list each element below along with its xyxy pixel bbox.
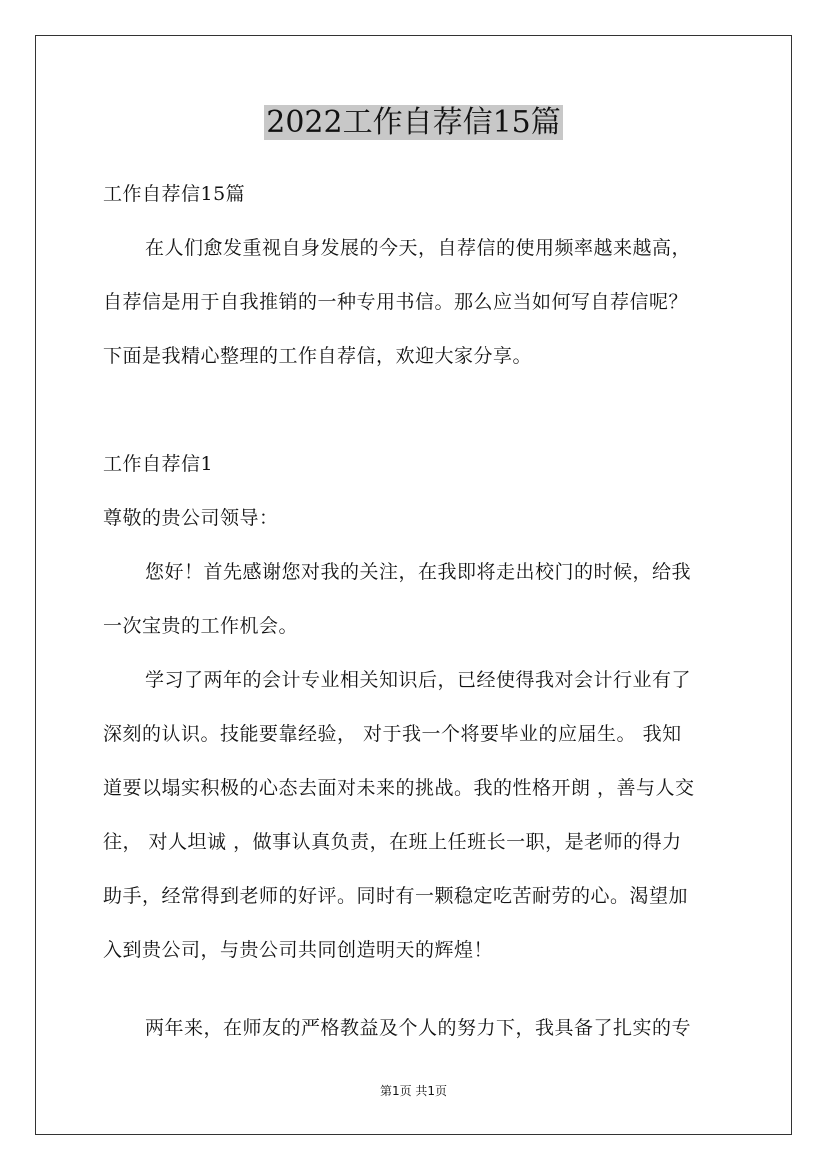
intro-paragraph-line-3: 下面是我精心整理的工作自荐信，欢迎大家分享。 xyxy=(103,345,533,367)
body-paragraph-2-line-5: 助手，经常得到老师的好评。同时有一颗稳定吃苦耐劳的心。渴望加 xyxy=(103,885,689,907)
body-paragraph-1-line-2: 一次宝贵的工作机会。 xyxy=(103,615,299,637)
intro-paragraph-line-1: 在人们愈发重视自身发展的今天，自荐信的使用频率越来越高， xyxy=(145,237,692,259)
body-paragraph-2-line-6: 入到贵公司，与贵公司共同创造明天的辉煌！ xyxy=(103,939,494,961)
body-paragraph-2-line-2: 深刻的认识。技能要靠经验， 对于我一个将要毕业的应届生。 我知 xyxy=(103,723,682,745)
body-paragraph-1-line-1: 您好！首先感谢您对我的关注，在我即将走出校门的时候，给我 xyxy=(145,561,692,583)
section-heading: 工作自荐信1 xyxy=(103,453,214,475)
body-paragraph-2-line-4: 往， 对人坦诚 ，做事认真负责，在班上任班长一职，是老师的得力 xyxy=(103,831,682,853)
body-paragraph-2-line-1: 学习了两年的会计专业相关知识后，已经使得我对会计行业有了 xyxy=(145,669,692,691)
subtitle-line: 工作自荐信15篇 xyxy=(103,183,246,205)
body-paragraph-2-line-3: 道要以塌实积极的心态去面对未来的挑战。我的性格开朗 ，善与人交 xyxy=(103,777,695,799)
page-footer: 第1页 共1页 xyxy=(379,1084,448,1098)
document-title: 2022工作自荐信15篇 xyxy=(266,105,561,140)
body-paragraph-3-line-1: 两年来，在师友的严格教益及个人的努力下，我具备了扎实的专 xyxy=(145,1017,692,1039)
salutation: 尊敬的贵公司领导： xyxy=(103,507,279,529)
intro-paragraph-line-2: 自荐信是用于自我推销的一种专用书信。那么应当如何写自荐信呢？ xyxy=(103,291,689,313)
